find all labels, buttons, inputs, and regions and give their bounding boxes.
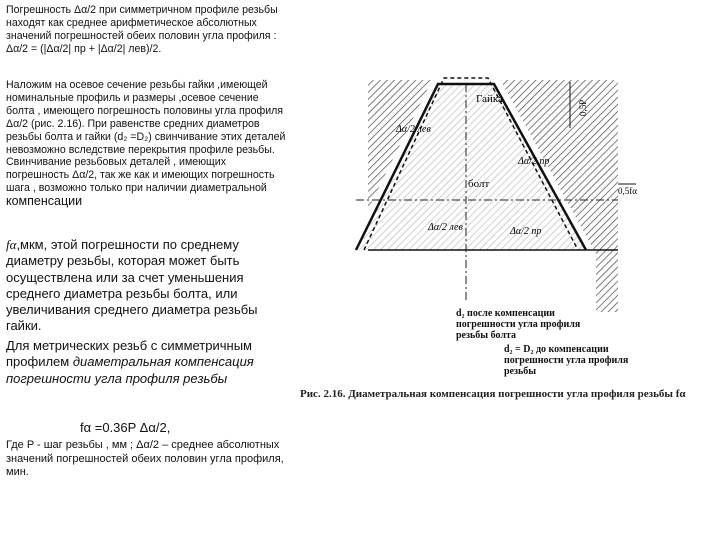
label-d2-eq: d₂ = D₂ до компенсации погрешности угла профиля резьбы <box>504 344 629 377</box>
paragraph-metric-italic: диаметральная компенсация погрешности угла профиля резьбы <box>6 354 254 386</box>
label-d2-eq-box <box>504 344 654 384</box>
paragraph-metric <box>6 338 290 387</box>
label-alpha-right-top: Δα/2 пр <box>518 156 550 167</box>
paragraph-compensation <box>6 237 290 335</box>
paragraph-overlay-text: Наложим на осевое сечение резьбы гайки ,имеющей номинальные профиль и размеры ,осевое сечение болта , имеющего погрешность половины угла профиля Δα/2 (рис. 2.16). При равенстве средних диаметров резьбы болта и гайки (d₂ =D₂) свинчивание этих деталей невозможно вследствие перекрытия профиле резьбы. Свинчивание резьбовых деталей , имеющих погрешность Δα/2, так же как и имеющих погрешность шага , возможно только при наличии диаметральной <box>6 79 286 195</box>
figure-caption: Рис. 2.16. Диаметральная компенсация погрешности угла профиля резьбы fα <box>300 388 686 400</box>
symbol-f-alpha: fα <box>6 237 17 252</box>
thread-figure <box>296 72 720 412</box>
label-alpha-left-bottom: Δα/2 лев <box>428 222 463 233</box>
formula <box>80 420 170 435</box>
paragraph-overlay-tail: компенсации <box>6 194 83 209</box>
label-bolt: болт <box>468 178 490 190</box>
paragraph-metric-text: Для метрических резьб с симметричным профилем <box>6 338 252 370</box>
paragraph-compensation-text: ,мкм, этой погрешности по среднему диаметру резьбы, которая может быть осуществлена или за счет уменьшения среднего диаметра резьбы болта, или увеличивания среднего диаметра резьбы гайки. <box>6 237 258 334</box>
label-alpha-left-top: Δα/2 лев <box>396 124 431 135</box>
dim-label-top: 0,5P <box>578 99 588 116</box>
paragraph-where: Где P - шаг резьбы , мм ; Δα/2 – среднее абсолютных значений погрешностей обеих половин угла профиля, мин. <box>6 439 284 478</box>
dim-label-right: 0,5fα <box>618 186 637 196</box>
label-d2-after: d₂ после компенсации погрешности угла профиля резьбы болта <box>456 308 581 341</box>
formula-text: fα =0.36P Δα/2, <box>80 420 171 435</box>
paragraph-angle-error: Погрешность Δα/2 при симметричном профиле резьбы находят как среднее арифметическое абсолютных значений погрешностей обеих половин угла профиля : Δα/2 = (|Δα/2| пр + |Δα/2| лев)/2. <box>6 4 278 55</box>
label-alpha-right-bottom: Δα/2 пр <box>510 226 542 237</box>
label-gaika: Гайка <box>476 93 503 105</box>
paragraph-overlay <box>6 79 290 209</box>
